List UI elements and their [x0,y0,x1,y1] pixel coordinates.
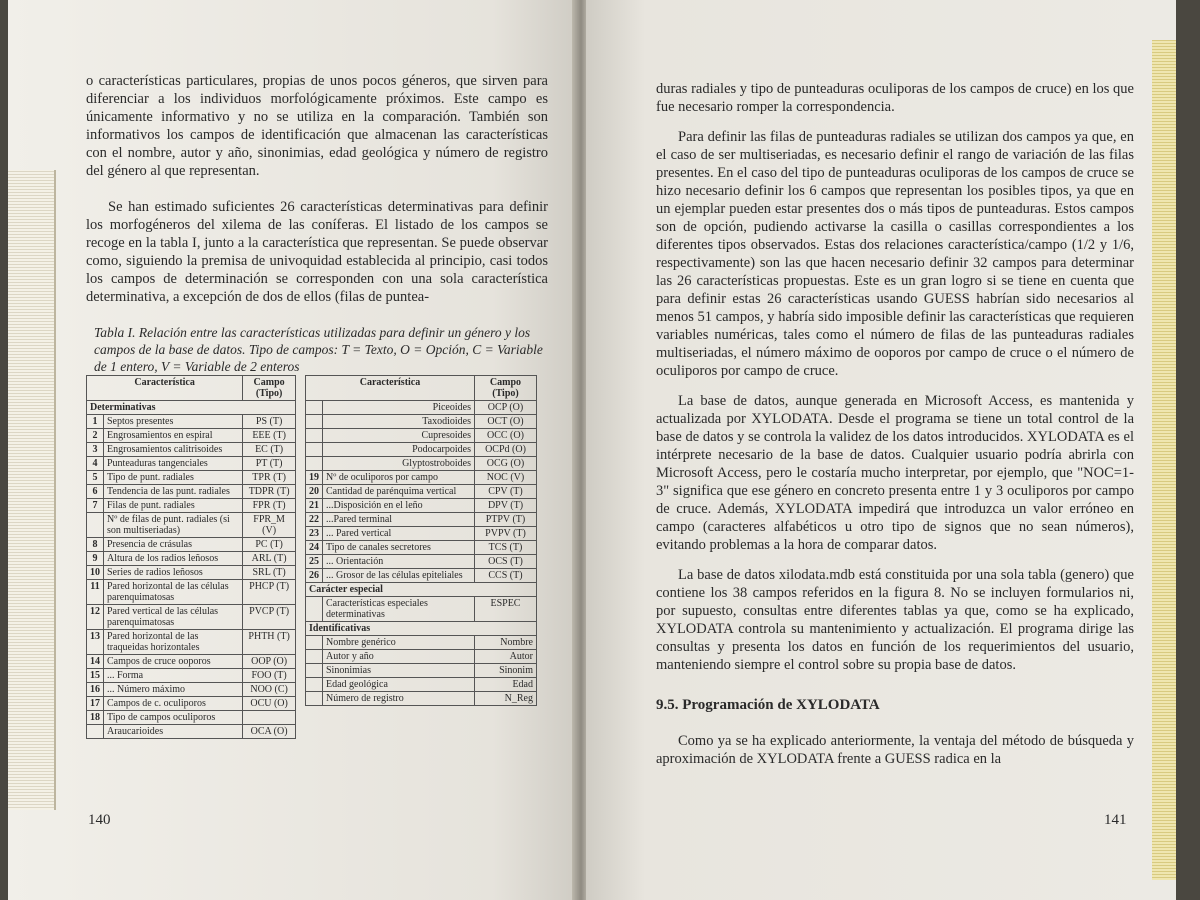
right-paragraph-4: Como ya se ha explicado anteriormente, la ventaja del método de búsqueda y aproximación de XYLODATA frente a GUESS radica en la [656,733,1134,767]
row-field-code: EEE (T) [243,429,296,443]
row-field-code: FOO (T) [243,669,296,683]
table-row [87,580,296,605]
row-characteristic: Engrosamientos calitrisoides [104,443,243,457]
row-characteristic: Podocarpoides [323,443,475,457]
row-characteristic: Series de radios leñosos [104,566,243,580]
row-characteristic: Características especiales determinativas [323,597,475,622]
row-number [306,457,323,471]
row-characteristic: ...Pared terminal [323,513,475,527]
row-number: 26 [306,569,323,583]
table-right-column [305,375,537,706]
row-number [306,650,323,664]
row-number: 9 [87,552,104,566]
row-field-code: CCS (T) [474,569,536,583]
row-number [306,692,323,706]
table-header-field-2: Campo (Tipo) [474,376,536,401]
section-identificativas: Identificativas [306,622,537,636]
row-characteristic: Cupresoides [323,429,475,443]
table-row [306,597,537,622]
row-number [306,429,323,443]
row-number [87,725,104,739]
row-field-code: PHTH (T) [243,630,296,655]
row-characteristic: Tipo de canales secretores [323,541,475,555]
table-row [306,415,537,429]
left-text [86,72,548,318]
row-field-code: OCU (O) [243,697,296,711]
row-field-code: TPR (T) [243,471,296,485]
left-paragraph-2: Se han estimado suficientes 26 características determinativas para definir los morfogéneros del xilema de las coníferas. El listado de los campos se recoge en la tabla I, junto a la característica que representan. Se puede observar como, siguiendo la premisa de univoquidad establecida al principio, casi todos los campos de determinación se corresponden con una sola característica determinativa, a excepción de dos de ellos (filas de puntea- [86,199,548,305]
row-characteristic: Nº de filas de punt. radiales (si son multiseriadas) [104,513,243,538]
row-characteristic: Campos de c. oculiporos [104,697,243,711]
row-field-code: TDPR (T) [243,485,296,499]
row-field-code: OCC (O) [474,429,536,443]
row-field-code: OCT (O) [474,415,536,429]
left-page [8,0,578,900]
row-number: 8 [87,538,104,552]
row-field-code: Nombre [474,636,536,650]
table-row [87,630,296,655]
row-characteristic: ... Pared vertical [323,527,475,541]
section-determinativas: Determinativas [87,401,296,415]
row-number: 23 [306,527,323,541]
row-characteristic: Tendencia de las punt. radiales [104,485,243,499]
row-field-code: PT (T) [243,457,296,471]
row-characteristic: Engrosamientos en espiral [104,429,243,443]
table-row [87,429,296,443]
row-field-code: OCP (O) [474,401,536,415]
row-field-code: NOO (C) [243,683,296,697]
row-number: 4 [87,457,104,471]
row-field-code: Autor [474,650,536,664]
table-caption: Tabla I. Relación entre las características utilizadas para definir un género y los campos de la base de datos. Tipo de campos: T = Texto, O = Opción, C = Variable de 1 entero, V = Variable de 2 enteros [94,325,543,374]
row-characteristic: Presencia de crásulas [104,538,243,552]
row-characteristic: ... Número máximo [104,683,243,697]
table-row [87,538,296,552]
table-row [306,678,537,692]
table-row [87,711,296,725]
row-characteristic: Edad geológica [323,678,475,692]
row-field-code: OCPd (O) [474,443,536,457]
row-characteristic: Taxodioides [323,415,475,429]
row-characteristic: Pared vertical de las células parenquimatosas [104,605,243,630]
row-field-code: PVCP (T) [243,605,296,630]
row-field-code: FPR_M (V) [243,513,296,538]
row-field-code: Edad [474,678,536,692]
row-number: 15 [87,669,104,683]
row-characteristic: Septos presentes [104,415,243,429]
row-field-code: TCS (T) [474,541,536,555]
row-field-code: PS (T) [243,415,296,429]
page-edges [8,170,56,810]
row-characteristic: Sinonimias [323,664,475,678]
table-row [87,471,296,485]
row-number [306,415,323,429]
table-row [87,669,296,683]
row-number: 5 [87,471,104,485]
table-row [306,527,537,541]
page-number-right: 141 [1104,812,1127,828]
row-field-code: OCS (T) [474,555,536,569]
table-row [306,650,537,664]
row-number [87,513,104,538]
row-characteristic: Altura de los radios leñosos [104,552,243,566]
table-header-characteristic-2: Característica [306,376,475,401]
table-row [306,471,537,485]
row-characteristic: Autor y año [323,650,475,664]
table-row [306,401,537,415]
row-number: 3 [87,443,104,457]
table-row [87,655,296,669]
row-number [306,636,323,650]
row-number: 1 [87,415,104,429]
row-characteristic: Filas de punt. radiales [104,499,243,513]
table-row [87,443,296,457]
row-field-code: DPV (T) [474,499,536,513]
row-characteristic: Número de registro [323,692,475,706]
row-characteristic: ... Forma [104,669,243,683]
row-field-code: ARL (T) [243,552,296,566]
table-row [306,636,537,650]
right-page [586,0,1176,900]
row-number: 13 [87,630,104,655]
row-number: 18 [87,711,104,725]
table-row [87,605,296,630]
table-row [306,457,537,471]
row-characteristic: Punteaduras tangenciales [104,457,243,471]
row-field-code: Sinonim [474,664,536,678]
table-row [87,513,296,538]
table-row [306,485,537,499]
row-characteristic: Campos de cruce ooporos [104,655,243,669]
table-row [87,566,296,580]
row-field-code: PHCP (T) [243,580,296,605]
row-number [306,401,323,415]
table-row [87,725,296,739]
table-section-row [306,622,537,636]
row-number: 17 [87,697,104,711]
row-field-code: OOP (O) [243,655,296,669]
right-paragraph-1: Para definir las filas de punteaduras radiales se utilizan dos campos ya que, en el caso de ser multiseriadas, es necesario definir el rango de variación de las filas presentes. En el caso del tipo de punteaduras oculiporas de los campos de cruce se hizo necesario definir los 6 campos que representan los posibles tipos, ya que en un ejemplar pueden estar presentes dos o más tipos de punteaduras. Estos campos son de opción, pudiendo activarse la casilla o casillas correspondientes a los diferentes tipos observados. Estas dos relaciones característica/campo (1/2 y 1/6, respectivamente) son las que hacen necesario definir 32 campos para determinar las 26 características propuestas. Este es un gran logro si se tiene en cuenta que para definir estas 26 características usando GUESS habrían sido necesarios al menos 51 campos, y habría sido imposible definir las características que requieren variables numéricas, tales como el número de filas de las punteaduras radiales multiseriadas, el número máximo de ooporos por campo de cruce o el número de oculiporos por campo de cruce. [656,129,1134,379]
row-number: 21 [306,499,323,513]
right-text [656,80,1134,780]
row-field-code: EC (T) [243,443,296,457]
row-field-code: OCA (O) [243,725,296,739]
row-characteristic: Piceoides [323,401,475,415]
row-number: 2 [87,429,104,443]
table-row [87,485,296,499]
page-number-left: 140 [88,812,111,828]
table-header-field: Campo (Tipo) [243,376,296,401]
table-row [87,415,296,429]
row-field-code: N_Reg [474,692,536,706]
row-field-code [243,711,296,725]
row-characteristic: ...Disposición en el leño [323,499,475,513]
row-number [306,443,323,457]
table-row [87,697,296,711]
row-number: 20 [306,485,323,499]
page-edges-right [1152,40,1176,880]
row-number: 19 [306,471,323,485]
right-paragraph-2: La base de datos, aunque generada en Microsoft Access, es mantenida y actualizada por XYLODATA. Desde el programa se tiene un total control de la base de datos y se controla la validez de los datos introducidos. XYLODATA es el intérprete necesario de la base de datos. Cualquier usuario podría abrirla con Microsoft Access, pero le costaría mucho interpretar, por ejemplo, que "NOC=1-3" significa que ese género en concreto presenta entre 1 y 3 oculiporos por campo de cruce. Además, XYLODATA impedirá que introduzca un valor erróneo en campo (caracteres alfabéticos u otro tipo de signos que no sean números), evitando problemas a la hora de comparar datos. [656,393,1134,553]
row-characteristic: Pared horizontal de las traqueidas horizontales [104,630,243,655]
row-number: 22 [306,513,323,527]
table-row [87,552,296,566]
table-row [306,443,537,457]
table-row [306,513,537,527]
row-number: 10 [87,566,104,580]
row-number: 12 [87,605,104,630]
row-characteristic: Nº de oculiporos por campo [323,471,475,485]
row-characteristic: Tipo de campos oculiporos [104,711,243,725]
table-section-row [306,583,537,597]
row-characteristic: ... Grosor de las células epiteliales [323,569,475,583]
table-row [306,664,537,678]
row-field-code: PTPV (T) [474,513,536,527]
section-heading: 9.5. Programación de XYLODATA [656,697,880,713]
table-row [306,429,537,443]
table-row [306,541,537,555]
row-characteristic: Tipo de punt. radiales [104,471,243,485]
row-number: 24 [306,541,323,555]
row-number: 14 [87,655,104,669]
row-field-code: FPR (T) [243,499,296,513]
row-field-code: ESPEC [474,597,536,622]
row-characteristic: Araucarioides [104,725,243,739]
left-paragraph-1: o características particulares, propias de unos pocos géneros, que sirven para diferenciar a los individuos morfológicamente próximos. Este campo es únicamente informativo y no se utiliza en la comparación. También son informativos los campos de identificación que almacenan las características con el nombre, autor y año, sinonimias, edad geológica y número de registro del género al que representan. [86,73,548,179]
row-number: 16 [87,683,104,697]
table-row [87,683,296,697]
row-number [306,597,323,622]
table-row [87,457,296,471]
row-characteristic: Nombre genérico [323,636,475,650]
table-row [306,569,537,583]
row-field-code: OCG (O) [474,457,536,471]
table-row [306,692,537,706]
row-field-code: PVPV (T) [474,527,536,541]
table-row [306,555,537,569]
row-field-code: PC (T) [243,538,296,552]
row-characteristic: Pared horizontal de las células parenquimatosas [104,580,243,605]
section-caracter-especial: Carácter especial [306,583,537,597]
table-left-column [86,375,296,739]
table-row [306,499,537,513]
row-characteristic: ... Orientación [323,555,475,569]
row-number [306,664,323,678]
row-characteristic: Cantidad de parénquima vertical [323,485,475,499]
row-number [306,678,323,692]
row-number: 7 [87,499,104,513]
row-field-code: CPV (T) [474,485,536,499]
right-paragraph-3: La base de datos xilodata.mdb está constituida por una sola tabla (genero) que contiene los 38 campos referidos en la figura 8. No se incluyen formularios ni, por supuesto, consultas entre diferentes tablas ya que, como se ha explicado, XYLODATA controla su mantenimiento y actualización. El programa dirige las consultas y presenta los datos en función de los requerimientos del usuario, manteniendo siempre el control sobre su propia base de datos. [656,567,1134,673]
row-number: 11 [87,580,104,605]
row-number: 6 [87,485,104,499]
table-row [87,499,296,513]
right-paragraph-0: duras radiales y tipo de punteaduras oculiporas de los campos de cruce) en los que fue necesario romper la correspondencia. [656,81,1134,115]
row-field-code: NOC (V) [474,471,536,485]
row-field-code: SRL (T) [243,566,296,580]
row-characteristic: Glyptostroboides [323,457,475,471]
row-number: 25 [306,555,323,569]
table-header-characteristic: Característica [87,376,243,401]
